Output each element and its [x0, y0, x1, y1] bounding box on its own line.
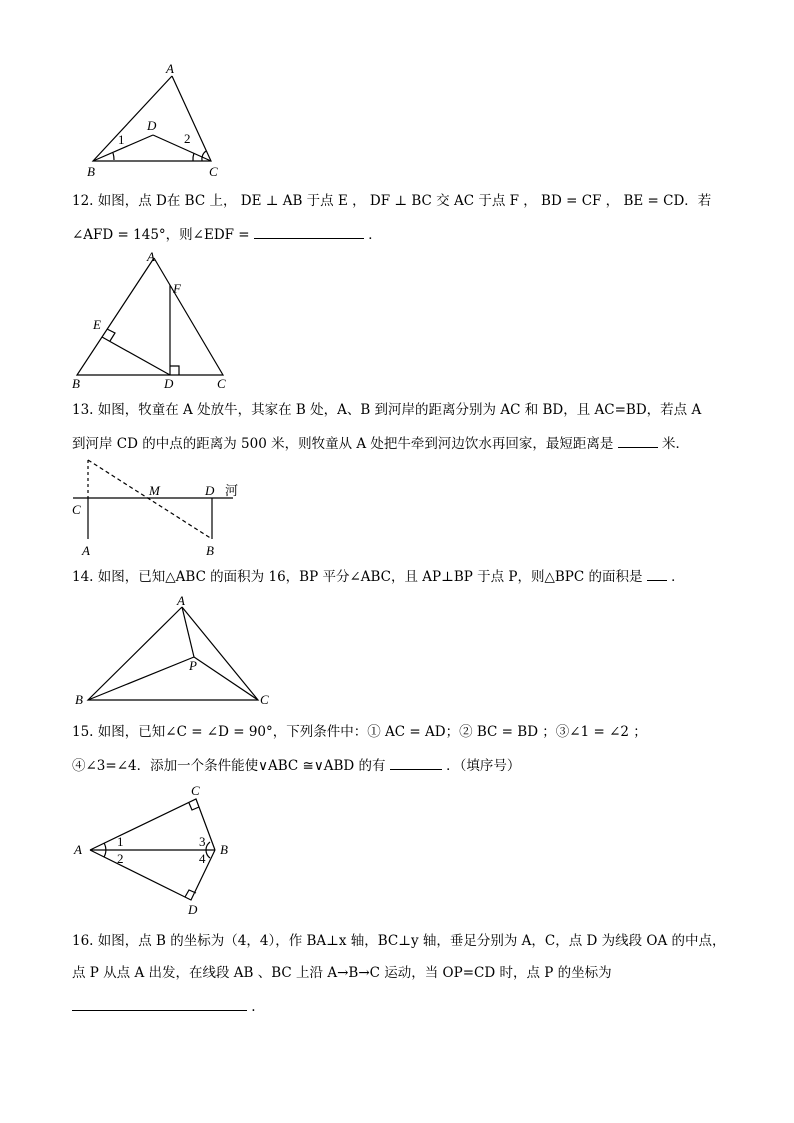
answer-blank-12[interactable]: [254, 224, 364, 239]
question-13-line-2-text: 到河岸 CD 的中点的距离为 500 米，则牧童从 A 处把牛牵到河边饮水再回家，最短距离是: [72, 436, 614, 452]
right-angle-d: [170, 366, 179, 375]
answer-blank-16[interactable]: [72, 996, 247, 1011]
label-a: A: [74, 842, 82, 857]
angle-mark-c: [202, 151, 206, 161]
question-15-line-1: 15. 如图，已知∠C = ∠D = 90°，下列条件中：① AC = AD；② BC = BD ；③∠1 = ∠2 ；: [72, 724, 647, 740]
label-c: C: [72, 502, 81, 517]
figure-14: [70, 590, 280, 712]
label-3: 3: [199, 834, 206, 849]
label-2: 2: [184, 131, 191, 146]
segment-pc: [194, 657, 258, 700]
label-river: 河: [225, 484, 239, 499]
question-16-end: .: [251, 999, 256, 1015]
question-16-line-2: 点 P 从点 A 出发，在线段 AB 、BC 上沿 A→B→C 运动，当 OP=CD 时，点 P 的坐标为: [72, 965, 612, 981]
question-14-end: ．: [671, 569, 685, 585]
label-a: A: [82, 543, 90, 558]
label-p: P: [189, 658, 197, 673]
question-15-line-2: [72, 755, 520, 775]
answer-blank-13[interactable]: [618, 433, 658, 448]
right-angle-e: [107, 329, 115, 341]
path-acb: [90, 799, 215, 850]
label-4: 4: [199, 851, 206, 866]
label-a: A: [147, 249, 155, 264]
label-b: B: [206, 543, 214, 558]
question-15-end: ．（填序号）: [446, 758, 521, 774]
label-d: D: [205, 483, 215, 498]
question-12-end: ．: [368, 227, 382, 243]
label-b: B: [72, 376, 80, 391]
figure-11: [80, 60, 230, 180]
label-c: C: [191, 783, 200, 798]
label-b: B: [87, 164, 95, 179]
path-a-prime-b: [88, 460, 212, 539]
figure-13: [65, 455, 265, 565]
label-e: E: [93, 317, 101, 332]
answer-blank-14[interactable]: [647, 566, 667, 581]
label-c: C: [260, 692, 269, 707]
segment-bp: [88, 657, 194, 700]
label-d: D: [147, 118, 157, 133]
label-m: M: [149, 483, 160, 498]
label-2: 2: [117, 851, 124, 866]
question-16-line-3: [72, 996, 256, 1016]
label-b: B: [75, 692, 83, 707]
label-a: A: [166, 61, 174, 76]
label-f: F: [173, 281, 181, 296]
answer-blank-15[interactable]: [390, 755, 442, 770]
figure-15: [68, 780, 248, 920]
question-12-line-2-text: ∠AFD = 145°，则∠EDF =: [72, 227, 250, 243]
label-d: D: [188, 902, 198, 917]
question-13-line-1: 13. 如图，牧童在 A 处放牛，其家在 B 处，A、B 到河岸的距离分别为 AC 和 BD，且 AC=BD，若点 A: [72, 402, 702, 418]
label-b: B: [220, 842, 228, 857]
question-13-end: 米．: [662, 436, 690, 452]
label-c: C: [217, 376, 226, 391]
angle-mark-1: [113, 153, 114, 160]
question-15-line-2-text: ④∠3=∠4．添加一个条件能使∨ABC ≅∨ABD 的有: [72, 758, 386, 774]
label-d: D: [164, 376, 174, 391]
label-1: 1: [118, 132, 125, 147]
path-adb: [90, 850, 215, 900]
question-14-text: 14. 如图，已知△ABC 的面积为 16，BP 平分∠ABC，且 AP⊥BP 于点 P，则△BPC 的面积是: [72, 569, 643, 585]
label-a: A: [177, 593, 185, 608]
question-12-line-2: [72, 224, 382, 244]
segment-ed: [102, 337, 170, 375]
question-13-line-2: [72, 433, 689, 453]
figure-12: [65, 246, 245, 394]
triangle-abc: [88, 607, 258, 700]
label-1: 1: [117, 834, 124, 849]
angle-mark-2: [193, 153, 194, 161]
question-14-line-1: [72, 566, 685, 586]
label-c: C: [209, 164, 218, 179]
question-12-line-1: 12. 如图，点 D在 BC 上， DE ⊥ AB 于点 E ， DF ⊥ BC 交 AC 于点 F ， BD = CF ， BE = CD．若: [72, 193, 712, 209]
question-16-line-1: 16. 如图，点 B 的坐标为（4，4），作 BA⊥x 轴，BC⊥y 轴，垂足分别为 A，C，点 D 为线段 OA 的中点，: [72, 933, 726, 949]
